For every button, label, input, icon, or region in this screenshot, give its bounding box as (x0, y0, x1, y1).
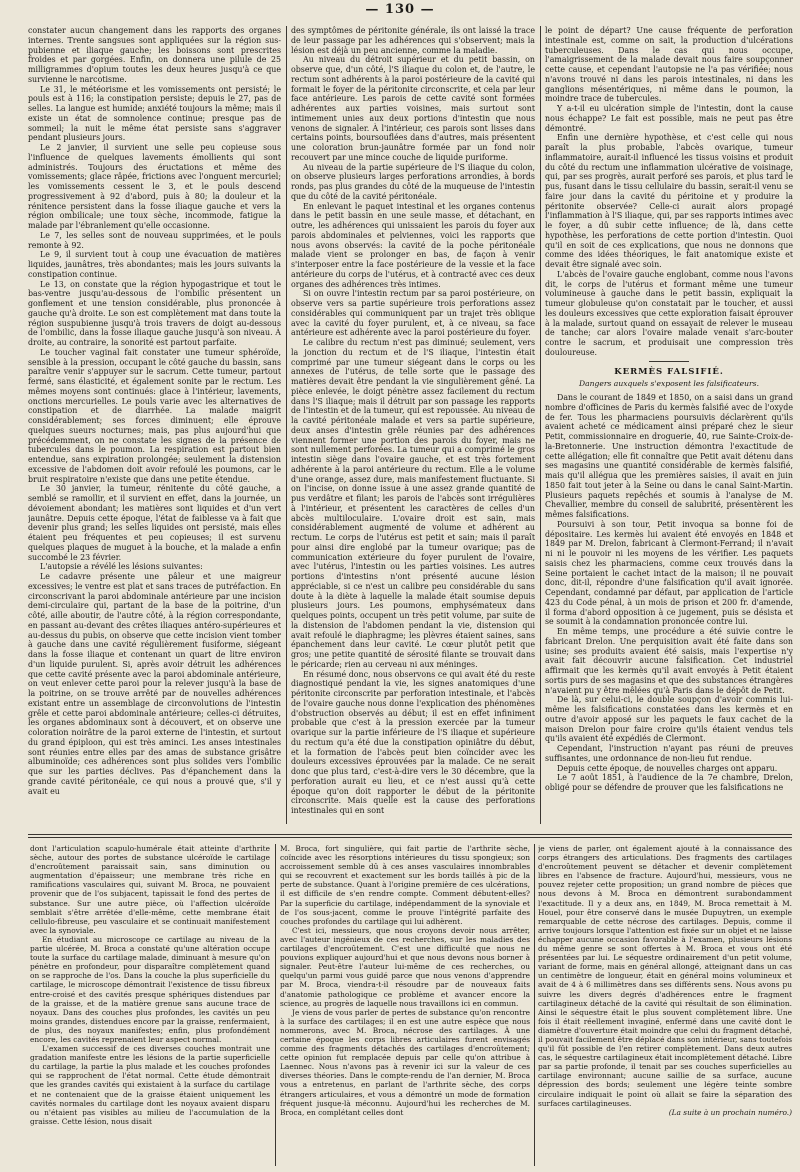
continuation-note: (La suite à un prochain numéro.) (668, 1107, 792, 1117)
paragraph: Au niveau de la partie supérieure de l'S iliaque du colon, on observe plusieurs larges perforations arrondies, à bords ronds, pas plus grandes du côté de la muqueuse de l'intestin que du côté de la cavité péritonéale. (291, 162, 535, 201)
paragraph: dont l'articulation scapulo-humérale était atteinte d'arthrite sèche, autour des portes de substance ulcéroïde le cartilage d'encroûtement paraissait sain, sans diminution ou augmentation d'épaisseur; une membrane très riche en ramifications vasculaires qui, suivant M. Broca, ne pouvaient provenir que de l'os subjacent, tapissait le fond des pertes de substance. Sur une autre pièce, où l'affection ulcéroïde semblait s'être arrêtée d'elle-même, cette membrane était cellulo-fibreuse, peu vasculaire et se continuait manifestement avec la synoviale. (30, 844, 270, 935)
paragraph: des symptômes de péritonite générale, ils ont laissé la trace de leur passage par les adhérences qui s'observent; mais la lésion est déjà un peu ancienne, comme la maladie. (291, 26, 535, 55)
bottom-middle-column (280, 844, 530, 1170)
paragraph: L'examen successif de ces diverses couches montrait une gradation manifeste entre les lésions de la partie superficielle du cartilage, la partie la plus malade et les couches profondes qui se rapprochent de l'état normal. Cette étude démontrait que les grandes cavités qui existaient à la surface du cartilage et ne contenaient que de la graisse étaient uniquement les cavités normales du cartilage dont les noyaux avaient disparu ou n'étaient pas visibles au milieu de l'accumulation de la graisse. Cette lésion, nous disait (30, 1044, 270, 1126)
paragraph: En résumé donc, nous observons ce qui avait été du reste diagnostiqué pendant la vie, les signes anatomiques d'une péritonite circonscrite par perforation intestinale, et l'abcès de l'ovaire gauche nous donne l'explication des phénomènes d'obstruction observés au début; il est en effet infiniment probable que c'est à la pression exercée par la tumeur ovarique sur la partie inférieure de l'S iliaque et supérieure du rectum qu'a été due la constipation opiniâtre du début, et la formation de l'abcès peut bien coïncider avec les douleurs excessives éprouvées par la malade. Ce ne serait donc que plus tard, c'est-à-dire vers le 30 décembre, que la perforation aurait eu lieu, et ce n'est aussi qu'à cette époque qu'on doit rapporter le début de la péritonite circonscrite. Mais quelle est la cause des perforations intestinales qui en sont (291, 669, 535, 815)
paragraph: L'abcès de l'ovaire gauche englobant, comme nous l'avons dit, le corps de l'utérus et formant même une tumeur volumineuse à gauche dans le petit bassin, expliquait la tumeur globuleuse qu'on constatait par le toucher, et aussi les douleurs excessives que cette exploration faisait éprouver à la malade, surtout quand on essayait de relever le museau de tanche; car alors l'ovaire malade venait s'arc-bouter contre le sacrum, et produisait une compression très douloureuse. (545, 269, 793, 357)
paragraph: Si on ouvre l'intestin rectum par sa paroi postérieure, on observe vers sa partie supérieure trois perforations assez considérables qui communiquent par un trajet très oblique avec la cavité du foyer purulent, et, à ce niveau, sa face antérieure est adhérente avec la paroi postérieure du foyer. (291, 289, 535, 338)
paragraph: Au niveau du détroit supérieur et du petit bassin, on observe que, d'un côté, l'S iliaque du colon et, de l'autre, le rectum sont adhérents à la paroi postérieure de la cavité qui formait le foyer de la péritonite circonscrite, et cela par leur face antérieure. Les parois de cette cavité sont formées adhérentes aux parties voisines, mais surtout sont intimement unies aux deux portions d'intestin que nous venons de signaler. À l'intérieur, ces parois sont lisses dans certains points, boursouflées dans d'autres, mais présentent une coloration brun-jaunâtre formée par un fond noir recouvert par une mince couche de liquide puriforme. (291, 55, 535, 162)
paragraph: En enlevant le paquet intestinal et les organes contenus dans le petit bassin en une seule masse, et détachant, en outre, les adhérences qui unissaient les parois du foyer aux parois abdominales et pelviennes, voici les rapports que nous avons observés: la cavité de la poche péritonéale malade vient se prolonger en bas, de façon à venir s'interposer entre la face postérieure de la vessie et la face antérieure du corps de l'utérus, et à contracté avec ces deux organes des adhérences très intimes. (291, 201, 535, 289)
paragraph: Depuis cette époque, de nouvelles charges ont apparu. (557, 763, 778, 773)
section-title: KERMÈS FALSIFIÉ. (614, 366, 724, 377)
paragraph: Le 31, le météorisme et les vomissements ont persisté; le pouls est à 116; la constipation persiste; depuis le 27, pas de selles. La langue est humide; anxiété toujours la même; mais il existe un état de somnolence continue; presque pas de sommeil; la nuit le même état persiste sans s'aggraver pendant plusieurs jours. (28, 84, 281, 143)
paragraph: je viens de parler, ont également ajouté à la connaissance des corps étrangers des articulations. Des fragments des cartilages d'encroûtement peuvent se détacher et devenir complètement libres en l'absence de fracture. Aujourd'hui, messieurs, vous ne pouvez rejeter cette proposition; un grand nombre de pièces que nous devons à M. Broca en démontrent surabondamment l'exactitude. Il y a deux ans, en 1849, M. Broca remettait à M. Houel, pour être conservé dans le musée Dupuytren, un exemple remarquable de cette nécrose des cartilages. Depuis, comme il arrive toujours lorsque l'attention est fixée sur un objet et ne laisse échapper aucune occasion favorable à l'examen, plusieurs lésions du même genre se sont offertes à M. Broca et vous ont été présentées par lui. Le séquestre ordinairement d'un petit volume, variant de forme, mais en général allongé, atteignant dans un cas un centimètre de longueur, était en général moins volumineux et avait de 4 à 6 millimètres dans ses différents sens. Nous avons pu suivre les divers degrés d'adhérences entre le fragment cartilagineux détaché de la cavité qui résultait de son élimination. Ainsi le séquestre était le plus souvent complètement libre. Une fois il était réellement invaginé, enfermé dans une cavité dont le diamètre d'ouverture était moindre que celui du fragment détaché, il pouvait facilement être déplacé dans son intérieur, sans toutefois qu'il fût possible de l'en retirer complètement. Dans deux autres cas, le séquestre cartilagineux était incomplètement détaché. Libre par sa partie profonde, il tenait par ses couches superficielles au cartilage environnant; aucune saillie de sa surface, aucune dépression des bords; seulement une légère teinte sombre circulaire indiquait le point où allait se faire la séparation des surfaces cartilagineuses. (538, 844, 792, 1108)
paragraph: Dans le courant de 1849 et 1850, on a saisi dans un grand nombre d'officines de Paris du kermès falsifié avec de l'oxyde de fer. Tous les pharmaciens poursuivis déclarèrent qu'ils avaient acheté ce médicament ainsi préparé chez le sieur Petit, commissionnaire en droguerie, 40, rue Sainte-Croix-de-la-Bretonnerie. Une instruction démontra l'exactitude de cette allégation; elle fit connaître que Petit avait détenu dans ses magasins une quantité considérable de kermès falsifié, mais qu'il allégua que les premières saisies, il avait en juin 1850 fait tout jeter à la Seine ou dans le canal Saint-Martin. Plusieurs paquets repêchés et soumis à l'analyse de M. Chevallier, membre du conseil de salubrité, présentèrent les mêmes falsifications. (545, 393, 793, 519)
paragraph: Le 13, on constate que la région hypogastrique et tout le bas-ventre jusqu'au-dessous de l'ombilic présentent un gonflement et une tension considérable, plus prononcée à gauche qu'à droite. Le son est complètement mat dans toute la région suspubienne jusqu'à trois travers de doigt au-dessous de l'ombilic, dans la fosse iliaque gauche jusqu'à son niveau. À droite, au contraire, la sonorité est partout parfaite. (28, 279, 281, 347)
paragraph: le point de départ? Une cause fréquente de perforation intestinale est, comme on sait, la production d'ulcérations tuberculeuses. Dans le cas qui nous occupe, l'amaigrissement de la malade devait nous faire soupçonner cette cause, et cependant l'autopsie ne l'a pas vérifiée; nous n'avons trouvé ni dans les parois intestinales, ni dans les ganglions mésentériques, ni même dans le poumon, la moindre trace de tubercules. (545, 26, 793, 104)
top-right-column (545, 26, 793, 824)
paragraph: Le calibre du rectum n'est pas diminué; seulement, vers la jonction du rectum et de l'S iliaque, l'intestin était comprimé par une tumeur siégeant dans le corps ou les annexes de l'utérus, de telle sorte que le passage des matières devait être pendant la vie singulièrement gêné. La pièce enlevée, le doigt pénètre assez facilement du rectum dans l'S iliaque; mais il détruit par son passage les rapports de l'intestin et de la tumeur, qui est repoussée. Au niveau de la cavité péritonéale malade et vers sa partie supérieure, deux anses d'intestin grêle réunies par des adhérences viennent former une portion des parois du foyer, mais ne sont nullement perforées. La tumeur qui a comprimé le gros intestin siège dans l'ovaire gauche, et est très fortement adhérente à la paroi antérieure du rectum. Elle a le volume d'une orange, assez dure, mais manifestement fluctuante. Si on l'incise, on donne issue à une assez grande quantité de pus verdâtre et filant; les parois de l'abcès sont irrégulières à l'intérieur, et présentent les caractères de celles d'un abcès multiloculaire. L'ovaire droit est sain, mais considérablement augmenté de volume et adhérent au rectum. Le corps de l'utérus est petit et sain; mais il paraît pour ainsi dire englobé par la tumeur ovarique; pas de communication extérieure du foyer purulent de l'ovaire, avec l'utérus, l'intestin ou les parties voisines. Les autres portions d'intestins n'ont présenté aucune lésion appréciable, si ce n'est un calibre peu considérable du sans doute à la diète à laquelle la malade était soumise depuis plusieurs jours. Les poumons, emphysémateux dans quelques points, occupent un très petit volume, par suite de la distension de l'abdomen pendant la vie, distension qui avait refoulé le diaphragme; les plèvres étaient saines, sans épanchement dans leur cavité. Le cœur plutôt petit que gros; une petite quantité de sérosité filante se trouvait dans le péricarde; rien au cerveau ni aux méninges. (291, 338, 535, 669)
section-divider (28, 837, 792, 838)
paragraph: L'autopsie a révélé les lésions suivantes: (40, 562, 203, 572)
paragraph: De là, sur celui-ci, le double soupçon d'avoir commis lui-même les falsifications constatées dans les kermès et en outre d'avoir apposé sur les paquets le faux cachet de la maison Drelon pour faire croire qu'ils étaient vendus tels qu'ils avaient été expédiés de Clermont. (545, 695, 793, 744)
paragraph: Le toucher vaginal fait constater une tumeur sphéroïde, sensible à la pression, occupant le côté gauche du bassin, sans paraître venir s'appuyer sur le sacrum. Cette tumeur, partout fermé, sans élasticité, et également sonite par le rectum. Les mêmes moyens sont continués: glace à l'intérieur, lavements, onctions mercurielles. Le pouls varie avec les alternatives de constipation et de diarrhée. La malade maigrit considérablement; ses forces diminuent; elle éprouve quelques sueurs nocturnes; mais, pas plus aujourd'hui que précédemment, on ne constate les signes de la présence de tubercules dans le poumon. La respiration est partout bien entendue, sans expiration prolongée; seulement la distension excessive de l'abdomen doit avoir refoulé les poumons, car le bruit respiratoire n'existe que dans une petite étendue. (28, 347, 281, 484)
paragraph: En même temps, une procédure a été suivie contre le fabricant Drelon. Une perquisition avait été faite dans son usine; ses produits avaient été saisis, mais l'expertise n'y avait fait découvrir aucune falsification. Cet industriel affirmait que les kermès qu'il avait envoyés à Petit étaient sortis purs de ses magasins et que des substances étrangères n'avaient pu y être mêlées qu'à Paris dans le dépôt de Petit. (545, 627, 793, 695)
paragraph: Le 2 janvier, il survient une selle peu copieuse sous l'influence de quelques lavements émollients qui sont administrés. Toujours des éructations et même des vomissements; glace râpée, frictions avec l'onguent mercuriel; les vomissements cessent le 3, et le pouls descend progressivement à 92 d'abord, puis à 80; la douleur et la rénitence persistent dans la fosse iliaque gauche et vers la région ombilicale; une toux sèche, incommode, fatigue la malade par l'ébranlement qu'elle occasionne. (28, 143, 281, 230)
paragraph: Enfin une dernière hypothèse, et c'est celle qui nous paraît la plus probable, l'abcès ovarique, tumeur inflammatoire, aurait-il influencé les tissus voisins et produit du côté du rectum une inflammation ulcérative de voisinage, qui, par ses progrès, aurait perforé ses parois, et plus tard le pus, fusant dans le tissu cellulaire du bassin, serait-il venu se faire jour dans la cavité du péritoine et y produire la péritonite observée? Celle-ci aurait alors propagé l'inflammation à l'S iliaque, qui, par ses rapports intimes avec le foyer, a dû subir cette influence; de là, dans cette hypothèse, les perforations de cette portion d'intestin. Quoi qu'il en soit de ces explications, que nous ne donnons que comme des idées théoriques, le fait anatomique existe et devait être signalé avec soin. (545, 133, 793, 269)
column-divider (534, 844, 535, 1166)
paragraph: C'est ici, messieurs, que nous croyons devoir nous arrêter, avec l'auteur ingénieux de ces recherches, sur les maladies des cartilages d'encroûtement. C'est une difficulté que nous ne pouvions expliquer aujourd'hui et que nous devons nous borner à signaler. Peut-être l'auteur lui-même de ces recherches, ou quelqu'un parmi vous guidé parce que nous venons d'apprendre par M. Broca, viendra-t-il résoudre par de nouveaux faits d'anatomie pathologique ce problème et avancer encore la science, au progrès de laquelle nous travaillons ici en commun. (280, 925, 530, 1008)
page-number: — 130 — (365, 2, 435, 17)
section-rule (649, 361, 689, 362)
bottom-right-column (538, 844, 792, 1170)
top-left-column (28, 26, 281, 824)
paragraph: Je viens de vous parler de pertes de substance qu'on rencontre à la surface des cartilages; il en est une autre espèce que nous nommerons, avec M. Broca, nécrose des cartilages. À une certaine époque les corps libres articulaires furent envisagés comme des fragments détachés des cartilages d'encroûtement; cette opinion fut remplacée depuis par celle qu'on attribue à Laennec. Nous n'avons pas à revenir ici sur la valeur de ces diverses théories. Dans le compte-rendu de l'an dernier, M. Broca vous a entretenus, en parlant de l'arthrite sèche, des corps étrangers articulaires, et vous a démontré un mode de formation fréquent jusque-là méconnu. Aujourd'hui les recherches de M. Broca, en complétant celles dont (280, 1007, 530, 1117)
paragraph: Le 9, il survient tout à coup une évacuation de matières liquides, jaunâtres, très abondantes; mais les jours suivants la constipation continue. (28, 250, 281, 279)
column-divider (286, 26, 287, 824)
column-divider (275, 844, 276, 1166)
bottom-left-column (30, 844, 270, 1170)
section-divider (28, 834, 792, 835)
paragraph: Le 7 août 1851, à l'audience de la 7e chambre, Drelon, obligé pour se défendre de prouver que les falsifications ne (545, 773, 793, 792)
paragraph: constater aucun changement dans les rapports des organes internes. Trente sangsues sont appliquées sur la région sus-pubienne et iliaque gauche; les boissons sont prescrites froides et par gorgées. Enfin, on donnera une pilule de 25 milligrammes d'opium toutes les deux heures jusqu'à ce que survienne le narcotisme. (28, 26, 281, 84)
section-subtitle: Dangers auxquels s'exposent les falsificateurs. (579, 379, 759, 389)
paragraph: Cependant, l'instruction n'ayant pas réuni de preuves suffisantes, une ordonnance de non-lieu fut rendue. (545, 744, 793, 763)
paragraph: Poursuivi à son tour, Petit invoqua sa bonne foi de dépositaire. Les kermès lui avaient été envoyés en 1848 et 1849 par M. Drelon, fabricant à Clermont-Ferrand; il n'avait ni ni le pouvoir ni les moyens de les vérifier. Les paquets saisis chez les pharmaciens, comme ceux trouvés dans la Seine portaient le cachet intact de la maison; il ne pouvait donc, dit-il, répondre d'une falsification qu'il avait ignorée. Cependant, condamné par défaut, par application de l'article 423 du Code pénal, à un mois de prison et 200 fr. d'amende, il forma d'abord opposition à ce jugement, puis se désista et se soumit à la condamnation prononcée contre lui. (545, 519, 793, 627)
paragraph: Le cadavre présente une pâleur et une maigreur excessives; le ventre est plat et sans traces de putréfaction. En circonscrivant la paroi abdominale antérieure par une incision demi-circulaire qui, partant de la base de la poitrine, d'un côté, aille aboutir, de l'autre côté, à la région correspondante, en passant au-devant des crêtes iliaques antéro-supérieures et au-dessus du pubis, on observe que cette incision vient tomber à gauche dans une cavité régulièrement fusiforme, siégeant dans la fosse iliaque et contenant un quart de litre environ d'un liquide purulent. Si, après avoir détruit les adhérences que cette cavité présente avec la paroi abdominale antérieure, on veut enlever cette paroi pour la relever jusqu'à la base de la poitrine, on se trouve arrêté par de nouvelles adhérences existant entre un assemblage de circonvolutions de l'intestin grêle et cette paroi abdominale antérieure; celles-ci détruites, les organes abdominaux sont à découvert, et on observe une coloration noirâtre de la paroi externe de l'intestin, et surtout du grand épiploon, qui est très aminci. Les anses intestinales sont réunies entre elles par des amas de substance grisâtre albuminoïde; ces adhérences sont plus solides vers l'ombilic que sur les parties déclives. Pas d'épanchement dans la grande cavité péritonéale, ce qui nous a prouvé que, s'il y avait eu (28, 572, 281, 796)
paragraph: Y a-t-il eu ulcération simple de l'intestin, dont la cause nous échappe? Le fait est possible, mais ne peut pas être démontré. (545, 104, 793, 133)
paragraph: Le 7, les selles sont de nouveau supprimées, et le pouls remonte à 92. (28, 230, 281, 250)
paragraph: Le 30 janvier, la tumeur, rénitente du côté gauche, a semblé se ramollir, et il survient en effet, dans la journée, un dévoiement abondant; les matières sont liquides et d'un vert jaunâtre. Depuis cette époque, l'état de faiblesse va à fait que devenir plus grand; les selles liquides ont persisté, mais elles étaient peu fréquentes et peu copieuses; il est survenu quelques plaques de muguet à la bouche, et la malade a enfin succombé le 23 février. (28, 484, 281, 562)
paragraph: M. Broca, fort singulière, qui fait partie de l'arthrite sèche, coïncide avec les résorptions intérieures du tissu spongieux; son accroissement semble dû à ces anses vasculaires innombrables qui se recouvrent et exactement sur les bords taillés à pic de la perte de substance. Quant à l'origine première de ces ulcérations, il est difficile de s'en rendre compte. Comment débutent-elles? Par la superficie du cartilage, indépendamment de la synoviale et de l'os sous-jacent, comme le prouve l'intégrité parfaite des couches profondes du cartilage qui lui adhèrent. (280, 844, 530, 926)
top-middle-column (291, 26, 535, 824)
paragraph: En étudiant au microscope ce cartilage au niveau de la partie ulcérée, M. Broca a constaté qu'une altération occupe toute la surface du cartilage malade, diminuant à mesure qu'on pénètre en profondeur, pour disparaître complètement quand on se rapproche de l'os. Dans la couche la plus superficielle du cartilage, le microscope démontrait l'existence de tissu fibreux entre-croisé et des cavités presque sphériques distendues par de la graisse, et de la matière grenue sans aucune trace de noyaux. Dans des couches plus profondes, les cavités un peu moins grandes, distendues encore par la graisse, renfermaient, de plus, des noyaux manifestes; enfin, plus profondément encore, les cavités reprenaient leur aspect normal. (30, 934, 270, 1044)
column-divider (540, 26, 541, 824)
